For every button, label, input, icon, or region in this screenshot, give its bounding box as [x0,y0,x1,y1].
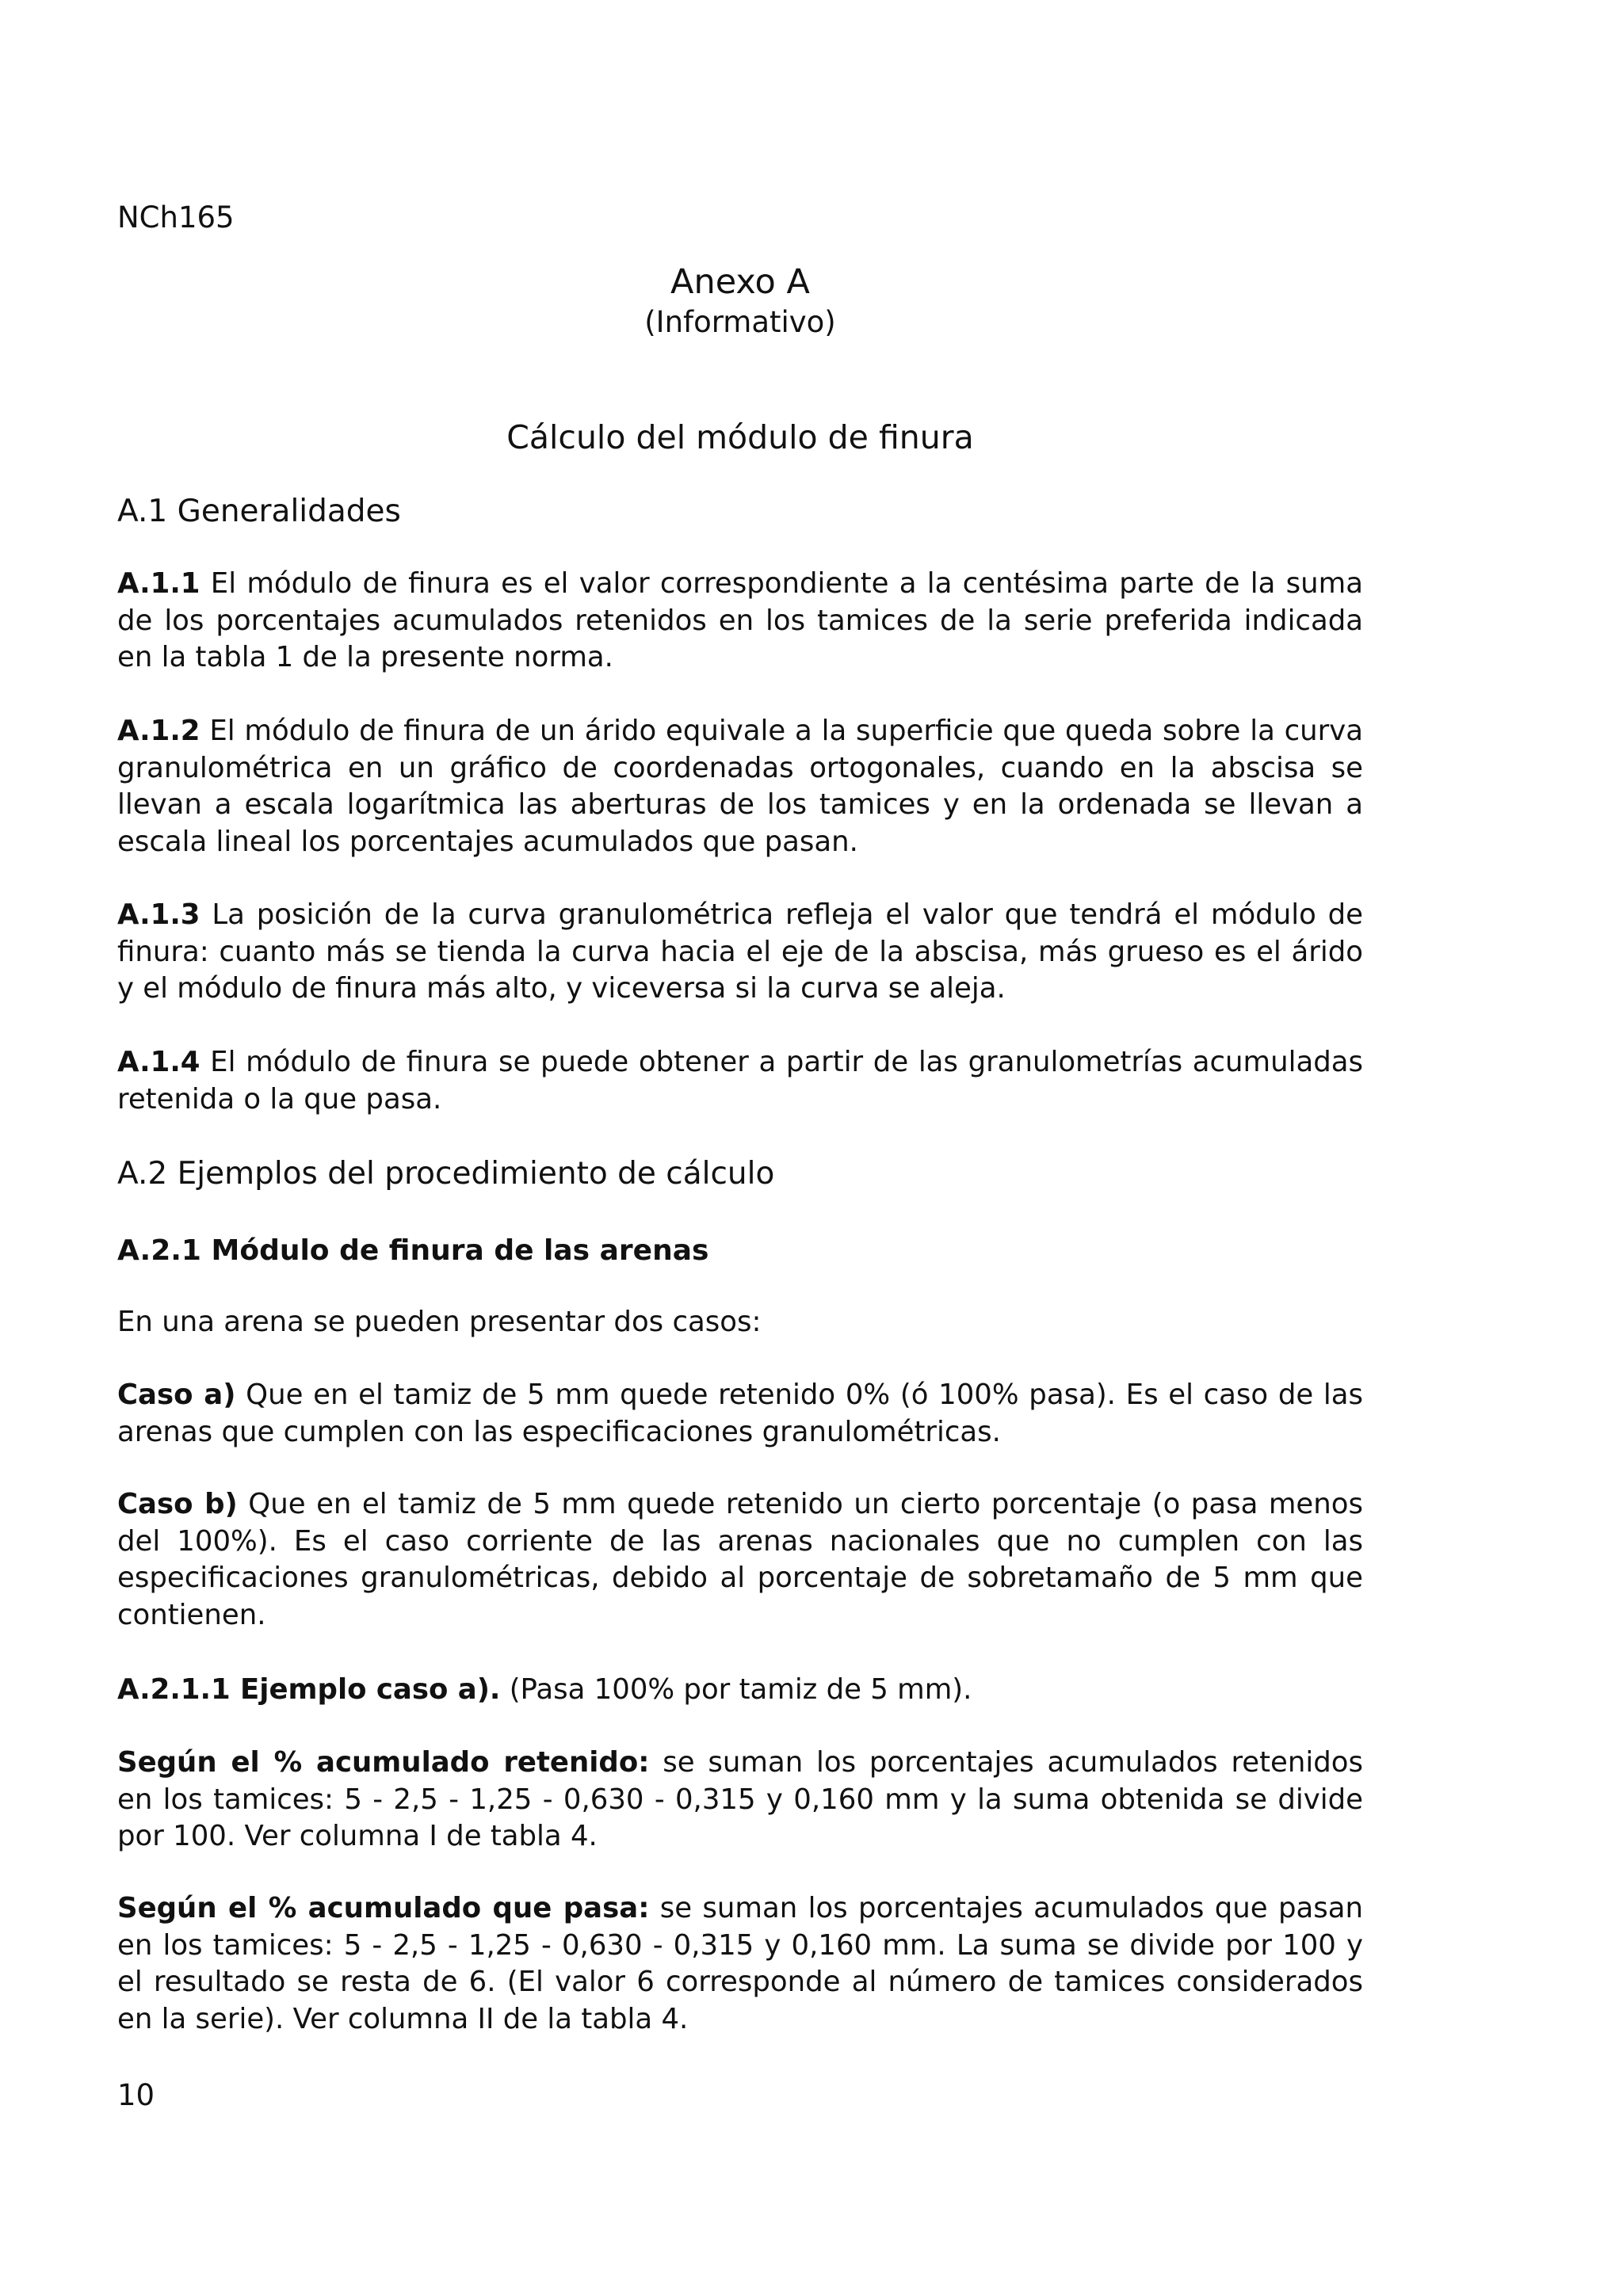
paragraph-text: se suman los porcentajes acumulados retenidos en los tamices: 5 - 2,5 - 1,25 - 0,630 - 0,315 y 0,160 mm y la suma obtenida se divide por 100. Ver columna I de tabla 4. [117,1746,1363,1852]
paragraph-case-a [117,1377,1363,1451]
paragraph-a1-1 [117,566,1363,677]
paragraph-example-a [117,1672,1363,1709]
annex-title: Anexo A [670,262,810,302]
section-heading-a1: A.1 Generalidades [117,494,401,529]
paragraph-text: El módulo de finura de un árido equivale a la superficie que queda sobre la curva granulométrica en un gráfico de coordenadas ortogonales, cuando en la abscisa se llevan a escala logarítmica las aberturas de los tamices y en la ordenada se llevan a escala lineal los porcentajes acumulados que pasan. [117,715,1363,858]
document-page [117,0,1363,2296]
paragraph-a1-2 [117,713,1363,860]
case-label: Caso b) [117,1488,238,1520]
method-label: Según el % acumulado retenido: [117,1746,650,1779]
paragraph-number: A.1.2 [117,715,200,747]
document-code: NCh165 [117,200,235,235]
example-label: A.2.1.1 Ejemplo caso a). [117,1673,501,1706]
subsection-heading-a2-1: A.2.1 Módulo de finura de las arenas [117,1234,709,1267]
paragraph-a1-3 [117,897,1363,1008]
paragraph-text: Que en el tamiz de 5 mm quede retenido 0% (ó 100% pasa). Es el caso de las arenas que cumplen con las especificaciones granulométricas. [117,1379,1363,1448]
paragraph-text: (Pasa 100% por tamiz de 5 mm). [500,1673,972,1706]
paragraph-intro: En una arena se pueden presentar dos casos: [117,1306,762,1338]
paragraph-case-b [117,1486,1363,1634]
page-number: 10 [117,2078,155,2112]
paragraph-text: El módulo de finura se puede obtener a partir de las granulometrías acumuladas retenida o la que pasa. [117,1046,1363,1116]
annex-subtitle: (Informativo) [644,305,836,339]
paragraph-passing [117,1890,1363,2038]
paragraph-text: Que en el tamiz de 5 mm quede retenido un cierto porcentaje (o pasa menos del 100%). Es el caso corriente de las arenas nacionales que no cumplen con las especificaciones granulométricas, debido al porcentaje de sobretamaño de 5 mm que contienen. [117,1488,1363,1631]
annex-heading: Cálculo del módulo de finura [506,418,974,456]
paragraph-text: La posición de la curva granulométrica refleja el valor que tendrá el módulo de finura: cuanto más se tienda la curva hacia el eje de la abscisa, más grueso es el árido y el módulo de finura más alto, y viceversa si la curva se aleja. [117,898,1363,1005]
paragraph-number: A.1.3 [117,898,200,931]
paragraph-number: A.1.4 [117,1046,200,1078]
paragraph-text: El módulo de finura es el valor correspondiente a la centésima parte de la suma de los porcentajes acumulados retenidos en los tamices de la serie preferida indicada en la tabla 1 de la presente norma. [117,567,1363,673]
method-label: Según el % acumulado que pasa: [117,1892,650,1924]
paragraph-retained [117,1745,1363,1855]
paragraph-number: A.1.1 [117,567,200,600]
paragraph-text: se suman los porcentajes acumulados que pasan en los tamices: 5 - 2,5 - 1,25 - 0,630 - 0,315 y 0,160 mm. La suma se divide por 100 y el resultado se resta de 6. (El valor 6 corresponde al número de tamices considerados en la serie). Ver columna II de la tabla 4. [117,1892,1363,2035]
case-label: Caso a) [117,1379,236,1411]
paragraph-a1-4 [117,1044,1363,1118]
section-heading-a2: A.2 Ejemplos del procedimiento de cálculo [117,1156,775,1192]
